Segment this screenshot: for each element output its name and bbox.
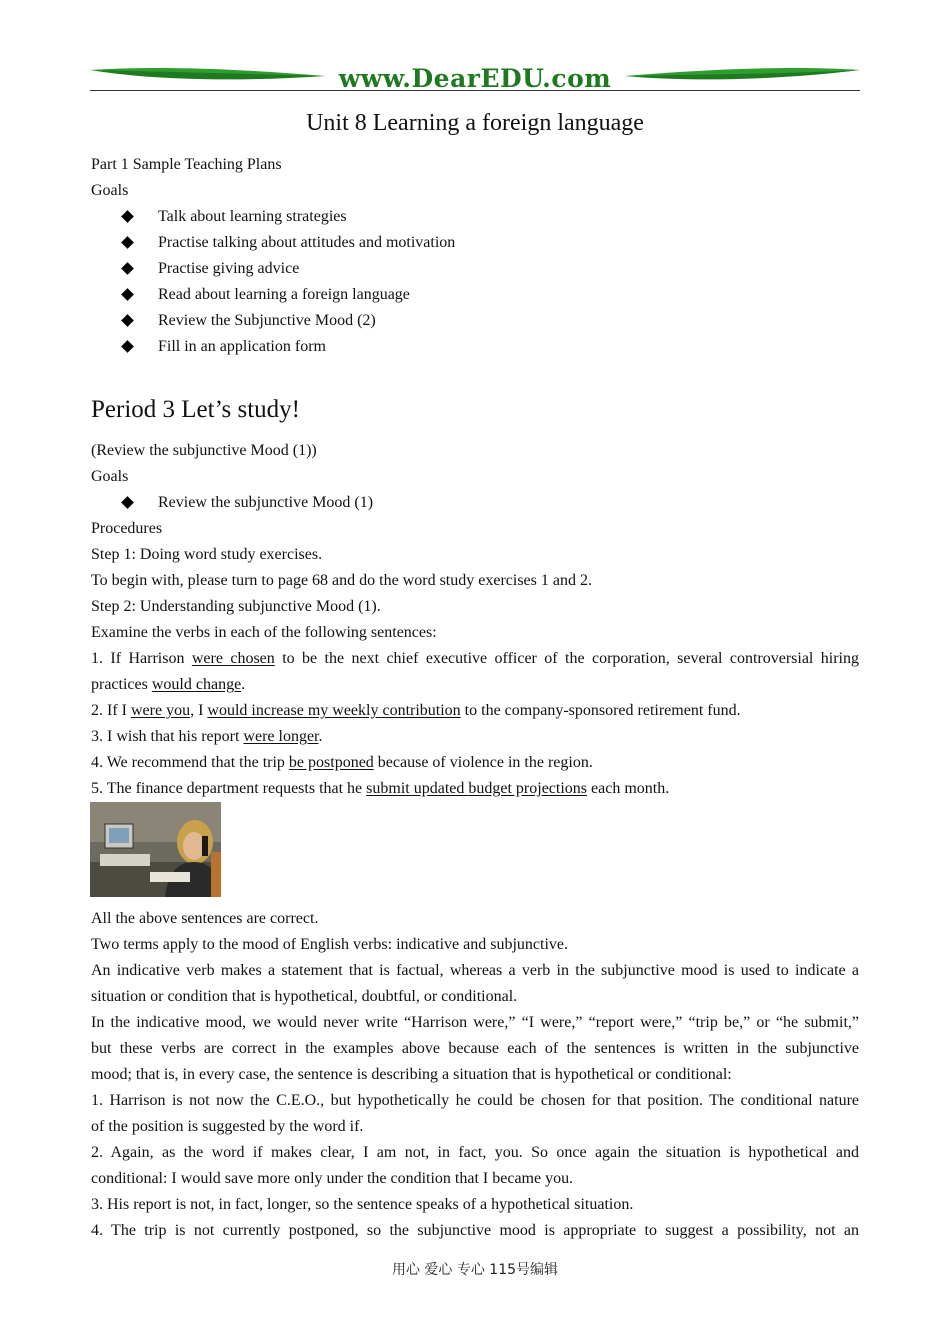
underlined-verb: be postponed	[288, 754, 374, 771]
paragraph-line: but these verbs are correct in the examples above because each of the sentences is written in the subjunctive	[91, 1040, 859, 1057]
site-logo-text: www.DearEDU.com	[90, 64, 860, 93]
example-sentence-2: 2. If I were you, I would increase my weekly contribution to the company-sponsored retirement fund.	[91, 702, 741, 719]
paragraph-line: 4. The trip is not currently postponed, so the subjunctive mood is appropriate to suggest a possibility, not an	[91, 1222, 859, 1239]
paragraph-line: situation or condition that is hypothetical, doubtful, or conditional.	[91, 988, 518, 1005]
header-rule	[90, 90, 860, 91]
step-heading: Step 1: Doing word study exercises.	[91, 546, 323, 563]
underlined-verb: would change	[151, 676, 242, 693]
paragraph-line: conditional: I would save more only under the condition that I became you.	[91, 1170, 574, 1187]
paragraph-line: of the position is suggested by the word if.	[91, 1118, 364, 1135]
diamond-bullet-icon	[121, 210, 134, 223]
office-worker-photo	[90, 802, 221, 897]
example-sentence-3: 3. I wish that his report were longer.	[91, 728, 323, 745]
paragraph-line: To begin with, please turn to page 68 and do the word study exercises 1 and 2.	[91, 572, 592, 589]
page-footer: 用心 爱心 专心 115号编辑	[391, 1262, 559, 1278]
period-heading: Period 3 Let’s study!	[91, 396, 301, 423]
diamond-bullet-icon	[121, 340, 134, 353]
underlined-verb: would increase my weekly contribution	[207, 702, 461, 719]
paragraph-line: 3. His report is not, in fact, longer, so the sentence speaks of a hypothetical situation.	[91, 1196, 634, 1213]
part-label: Part 1 Sample Teaching Plans	[91, 156, 282, 173]
document-page: www.DearEDU.com Unit 8 Learning a foreign language Part 1 Sample Teaching Plans Goals Talk about learning strategies Practise talking about attitudes and motivation Practise giving advice Read about learning a foreign language Review the Subjunctive Mood (2) Fill in an application form Period 3 Let’s study! (Review the subjunctive Mood (1)) Goals Review the subjunctive Mood (1) Procedures Step 1: Doing word study exercises. To begin with, please turn to page 68 and do the word study exercises 1 and 2. Step 2: Understanding subjunctive Mood (1). Examine the verbs in each of the following sentences: 1. If Harrison were chosen to be the next chief executive officer of the corporation, several controversial hiring practices would change. 2. If I were you, I would increase my weekly contribution to the company-sponsored retirement fund. 3. I wish that his report were longer. 4. We recommend that the trip be postponed because of violence in the region. 5. The finance department requests that he submit updated budget projections each month. All the above sentences are correct. Two terms apply to the mood of English verbs: indicative and subjunctive. An indicative verb makes a statement that is factual, whereas a verb in the subjunctive mood is used to indicate a situation or condition that is hypothetical, doubtful, or conditional. In the indicative mood, we would never write “Harrison were,” “I were,” “report were,” “trip be,” or “he submit,” but these verbs are correct in the examples above because each of the sentences is written in the subjunctive mood; that is, in every case, the sentence is describing a situation that is hypothetical or conditional: 1. Harrison is not now the C.E.O., but hypothetically he could be chosen for that position. The conditional nature of the position is suggested by the word if. 2. Again, as the word if makes clear, I am not, in fact, you. So once again the situation is hypothetical and conditional: I would save more only under the condition that I became you. 3. His report is not, in fact, longer, so the sentence speaks of a hypothetical situation. 4. The trip is not currently postponed, so the subjunctive mood is appropriate to suggest a possibility, not an 用心 爱心 专心 115号编辑	[0, 0, 950, 1344]
paragraph-line: 2. Again, as the word if makes clear, I am not, in fact, you. So once again the situation is hypothetical and	[91, 1144, 859, 1161]
diamond-bullet-icon	[121, 236, 134, 249]
underlined-verb: submit updated budget projections	[366, 780, 588, 797]
goals-label: Goals	[91, 468, 129, 485]
diamond-bullet-icon	[121, 496, 134, 509]
paragraph-line: In the indicative mood, we would never write “Harrison were,” “I were,” “report were,” “trip be,” or “he submit,”	[91, 1014, 859, 1031]
goals-label: Goals	[91, 182, 129, 199]
paragraph-line: Two terms apply to the mood of English verbs: indicative and subjunctive.	[91, 936, 569, 953]
paragraph-line: mood; that is, in every case, the sentence is describing a situation that is hypothetical or conditional:	[91, 1066, 732, 1083]
diamond-bullet-icon	[121, 288, 134, 301]
paragraph-line: Examine the verbs in each of the following sentences:	[91, 624, 437, 641]
underlined-verb: were you	[130, 702, 191, 719]
period-subtitle: (Review the subjunctive Mood (1))	[91, 442, 317, 459]
example-sentence-5: 5. The finance department requests that he submit updated budget projections each month.	[91, 780, 670, 797]
underlined-verb: were longer	[243, 728, 319, 745]
example-sentence-1-cont: practices would change.	[91, 676, 246, 693]
underlined-verb: were chosen	[191, 650, 275, 667]
paragraph-line: An indicative verb makes a statement that is factual, whereas a verb in the subjunctive mood is used to indicate a	[91, 962, 859, 979]
diamond-bullet-icon	[121, 314, 134, 327]
step-heading: Step 2: Understanding subjunctive Mood (1).	[91, 598, 381, 615]
diamond-bullet-icon	[121, 262, 134, 275]
paragraph-line: 1. Harrison is not now the C.E.O., but hypothetically he could be chosen for that position. The conditional nature	[91, 1092, 859, 1109]
procedures-label: Procedures	[91, 520, 163, 537]
example-sentence-1: 1. If Harrison were chosen to be the next chief executive officer of the corporation, several controversial hiring	[91, 650, 859, 667]
paragraph-line: All the above sentences are correct.	[91, 910, 319, 927]
page-title: Unit 8 Learning a foreign language	[306, 110, 644, 136]
example-sentence-4: 4. We recommend that the trip be postponed because of violence in the region.	[91, 754, 593, 771]
